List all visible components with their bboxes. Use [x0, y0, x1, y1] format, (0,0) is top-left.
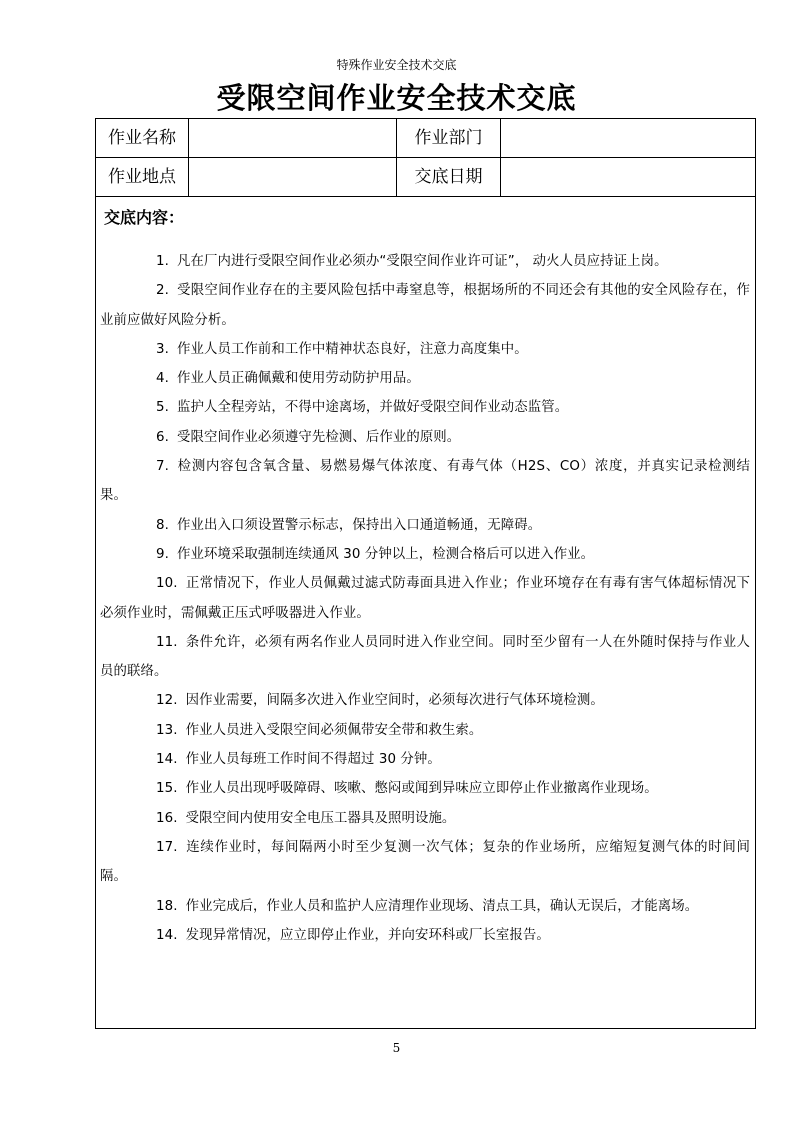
item-text: 凡在厂内进行受限空间作业必须办“受限空间作业许可证”， 动火人员应持证上岗。: [176, 254, 668, 269]
item-number: 17.: [156, 839, 178, 855]
item-text: 监护人全程旁站，不得中途离场，并做好受限空间作业动态监管。: [176, 400, 569, 416]
department-value: [501, 119, 755, 157]
item-number: 15.: [156, 781, 178, 797]
item-number: 9.: [156, 546, 169, 562]
item-text: 作业人员每班工作时间不得超过 30 分钟。: [185, 752, 441, 768]
briefing-item: [100, 452, 750, 511]
briefing-items-list: [100, 247, 750, 950]
item-number: 4.: [156, 371, 169, 387]
page-number: 5: [392, 1041, 401, 1055]
item-number: 14.: [156, 927, 178, 943]
item-text: 正常情况下，作业人员佩戴过滤式防毒面具进入作业；作业环境存在有毒有害气体超标情况下必须作业时，需佩戴正压式呼吸器进入作业。: [100, 576, 750, 621]
item-number: 8.: [156, 517, 169, 533]
date-value: [501, 158, 755, 196]
briefing-item: [100, 716, 750, 745]
item-text: 因作业需要，间隔多次进入作业空间时，必须每次进行气体环境检测。: [185, 693, 604, 709]
location-label: 作业地点: [96, 158, 189, 196]
briefing-item: [100, 804, 750, 833]
briefing-item: [100, 833, 750, 892]
item-number: 3.: [156, 341, 169, 357]
item-text: 受限空间内使用安全电压工器具及照明设施。: [185, 810, 456, 826]
item-number: 1.: [156, 254, 169, 269]
briefing-item: [100, 511, 750, 540]
item-text: 作业出入口须设置警示标志，保持出入口通道畅通，无障碍。: [176, 517, 542, 533]
item-text: 连续作业时，每间隔两小时至少复测一次气体；复杂的作业场所，应缩短复测气体的时间间隔。: [100, 839, 750, 885]
briefing-item: [100, 628, 750, 687]
item-text: 作业人员工作前和工作中精神状态良好，注意力高度集中。: [176, 341, 528, 357]
briefing-item: [100, 686, 750, 715]
department-label: 作业部门: [397, 119, 501, 157]
item-text: 检测内容包含氧含量、易燃易爆气体浓度、有毒气体（H2S、CO）浓度，并真实记录检测结果。: [100, 459, 750, 504]
item-text: 作业人员正确佩戴和使用劳动防护用品。: [176, 371, 420, 387]
running-header: 特殊作业安全技术交底: [336, 58, 457, 72]
document-title: 受限空间作业安全技术交底: [216, 81, 577, 115]
item-number: 7.: [156, 459, 169, 475]
briefing-item: [100, 276, 750, 335]
item-number: 2.: [156, 283, 169, 299]
briefing-item: [100, 364, 750, 393]
briefing-item: [100, 774, 750, 803]
item-text: 受限空间作业存在的主要风险包括中毒窒息等，根据场所的不同还会有其他的安全风险存在，作业前应做好风险分析。: [100, 283, 750, 328]
item-number: 12.: [156, 693, 178, 709]
info-row-name-department: [96, 119, 755, 158]
work-name-label: 作业名称: [96, 119, 189, 157]
item-number: 6.: [156, 429, 169, 445]
location-value: [189, 158, 397, 196]
info-row-location-date: [96, 158, 755, 197]
briefing-table: [95, 118, 756, 1029]
item-text: 条件允许，必须有两名作业人员同时进入作业空间。同时至少留有一人在外随时保持与作业人员的联络。: [100, 634, 750, 680]
item-number: 11.: [156, 634, 178, 650]
briefing-item: [100, 921, 750, 950]
item-number: 18.: [156, 898, 178, 914]
briefing-item: [100, 335, 750, 364]
item-number: 14.: [156, 752, 178, 768]
item-number: 13.: [156, 722, 178, 738]
item-text: 作业环境采取强制连续通风 30 分钟以上，检测合格后可以进入作业。: [176, 546, 595, 562]
item-text: 作业人员进入受限空间必须佩带安全带和救生索。: [185, 722, 483, 738]
item-text: 发现异常情况，应立即停止作业，并向安环科或厂长室报告。: [185, 927, 550, 943]
work-name-value: [189, 119, 397, 157]
briefing-item: [100, 540, 750, 569]
date-label: 交底日期: [397, 158, 501, 196]
briefing-item: [100, 892, 750, 921]
item-text: 作业人员出现呼吸障碍、咳嗽、憋闷或闻到异味应立即停止作业撤离作业现场。: [185, 781, 658, 797]
briefing-item: [100, 423, 750, 452]
briefing-item: [100, 569, 750, 628]
item-number: 16.: [156, 810, 178, 826]
item-number: 5.: [156, 400, 169, 416]
item-text: 受限空间作业必须遵守先检测、后作业的原则。: [176, 429, 461, 445]
briefing-item: [100, 247, 750, 276]
item-text: 作业完成后，作业人员和监护人应清理作业现场、清点工具，确认无误后，才能离场。: [185, 898, 699, 914]
briefing-item: [100, 393, 750, 422]
item-number: 10.: [156, 576, 178, 592]
briefing-item: [100, 745, 750, 774]
content-heading: 交底内容：: [104, 208, 185, 227]
